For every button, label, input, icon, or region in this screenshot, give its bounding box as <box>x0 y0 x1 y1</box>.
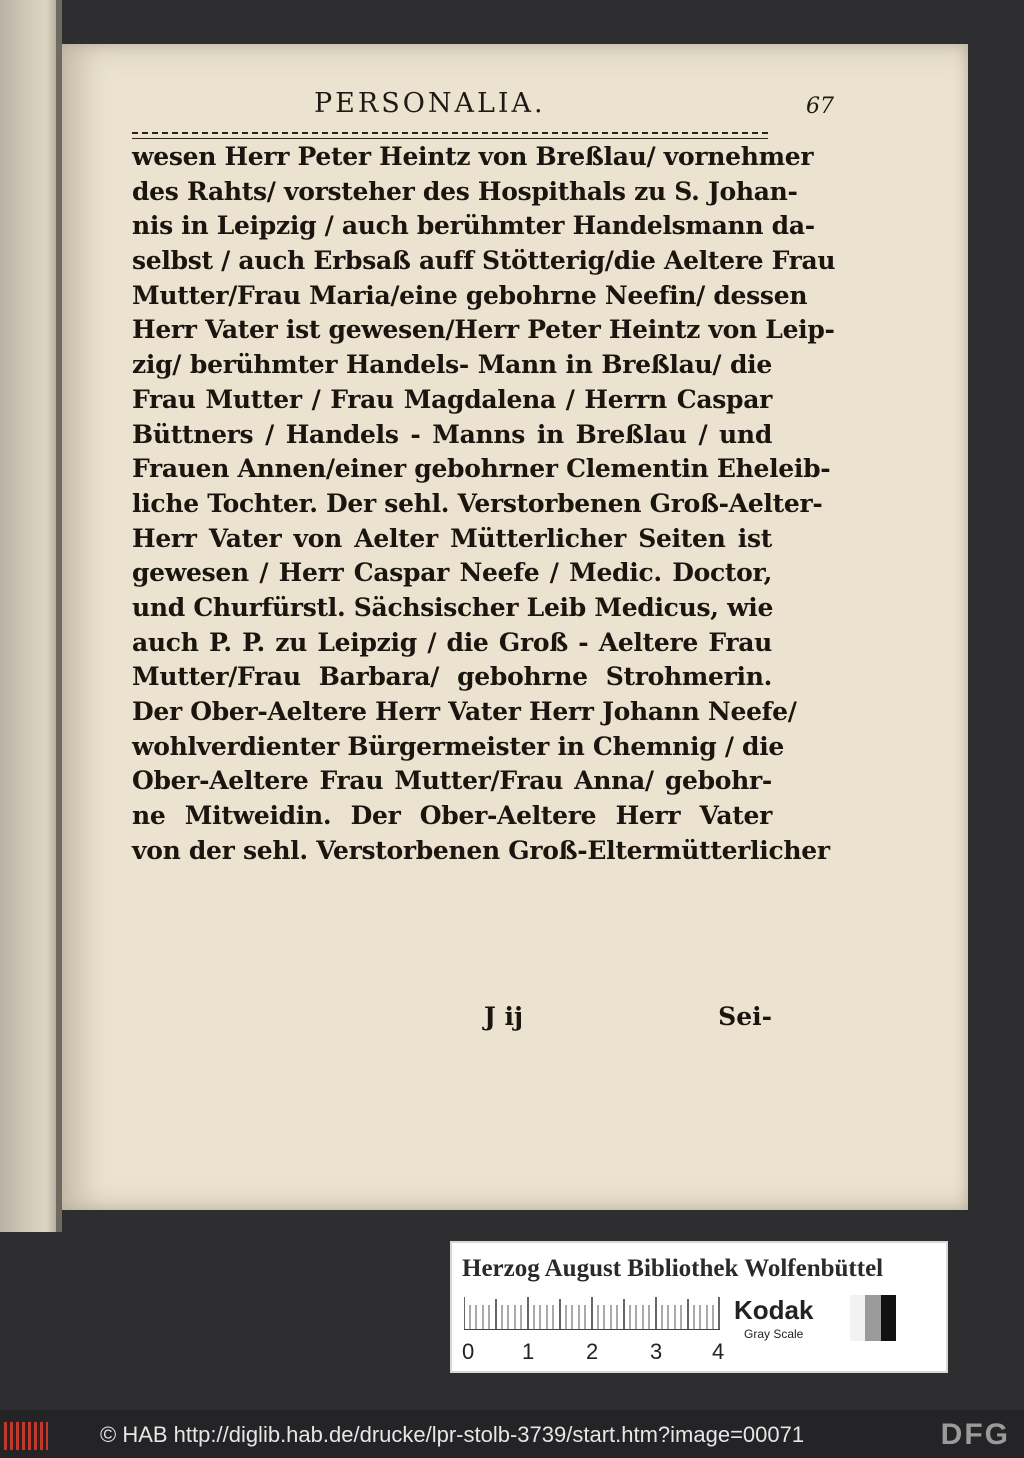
library-name: Herzog August Bibliothek Wolfenbüttel <box>462 1255 884 1282</box>
scale-ruler <box>462 1297 725 1367</box>
gray-patch <box>865 1295 880 1341</box>
barcode-icon <box>4 1422 48 1450</box>
header-rule <box>132 132 768 139</box>
facing-page-edge <box>0 0 62 1232</box>
text-line: Herr Vater von Aelter Mütterlicher Seiten ist <box>132 523 772 553</box>
gray-scale-label: Gray Scale <box>744 1327 804 1341</box>
ruler-number: 4 <box>712 1339 725 1364</box>
running-head: PERSONALIA. <box>314 88 546 119</box>
ruler-number: 1 <box>522 1339 535 1364</box>
text-line: gewesen / Herr Caspar Neefe / Medic. Doctor, <box>132 558 772 588</box>
text-line: Frauen Annen/einer gebohrner Clementin Eheleib- <box>132 454 831 484</box>
text-line: nis in Leipzig / auch berühmter Handelsmann da- <box>132 211 815 241</box>
ruler-number: 3 <box>650 1339 663 1364</box>
ruler-ticks <box>464 1297 720 1330</box>
text-line: und Churfürstl. Sächsischer Leib Medicus, wie <box>132 592 774 622</box>
text-line: auch P. P. zu Leipzig / die Groß - Aeltere Frau <box>132 627 772 657</box>
text-line: des Rahts/ vorsteher des Hospithals zu S. Johan- <box>132 176 798 206</box>
catch-line <box>132 1002 772 1036</box>
text-line: Büttners / Handels - Manns in Breßlau / und <box>132 419 772 449</box>
ruler-number: 0 <box>462 1339 475 1364</box>
viewer-footer <box>0 1410 1024 1458</box>
page-number: 67 <box>806 94 834 119</box>
dfg-logo: DFG <box>940 1418 1010 1451</box>
ruler-number: 2 <box>586 1339 599 1364</box>
text-line: selbst / auch Erbsaß auff Stötterig/die Aeltere Frau <box>132 246 836 276</box>
gray-scale-patches <box>850 1295 896 1341</box>
catchword: Sei- <box>718 1002 772 1031</box>
text-line: wohlverdienter Bürgermeister in Chemnig / die <box>132 731 785 761</box>
text-line: liche Tochter. Der sehl. Verstorbenen Groß-Aelter- <box>132 488 823 518</box>
book-page <box>62 44 968 1210</box>
gray-patch <box>850 1295 865 1341</box>
library-color-card <box>450 1241 948 1373</box>
text-line: Frau Mutter / Frau Magdalena / Herrn Caspar <box>132 384 772 414</box>
kodak-logo: Kodak <box>734 1295 814 1325</box>
text-line: ne Mitweidin. Der Ober-Aeltere Herr Vater <box>132 801 772 831</box>
text-line: von der sehl. Verstorbenen Groß-Eltermütterlicher <box>132 835 830 865</box>
text-line: Ober-Aeltere Frau Mutter/Frau Anna/ gebohr- <box>132 766 772 796</box>
text-line: Mutter/Frau Barbara/ gebohrne Strohmerin. <box>132 662 772 692</box>
text-line: zig/ berühmter Handels- Mann in Breßlau/ die <box>132 350 772 380</box>
running-header <box>314 84 834 124</box>
text-line: wesen Herr Peter Heintz von Breßlau/ vornehmer <box>132 142 814 171</box>
text-line: Herr Vater ist gewesen/Herr Peter Heintz von Leip- <box>132 315 835 345</box>
text-line: Mutter/Frau Maria/eine gebohrne Neefin/ dessen <box>132 280 808 310</box>
text-line: Der Ober-Aeltere Herr Vater Herr Johann Neefe/ <box>132 697 797 726</box>
gray-patch <box>881 1295 896 1341</box>
signature-mark: J ij <box>484 1002 524 1031</box>
source-link[interactable]: © HAB http://diglib.hab.de/drucke/lpr-stolb-3739/start.htm?image=00071 <box>100 1422 805 1447</box>
body-text <box>132 140 836 868</box>
